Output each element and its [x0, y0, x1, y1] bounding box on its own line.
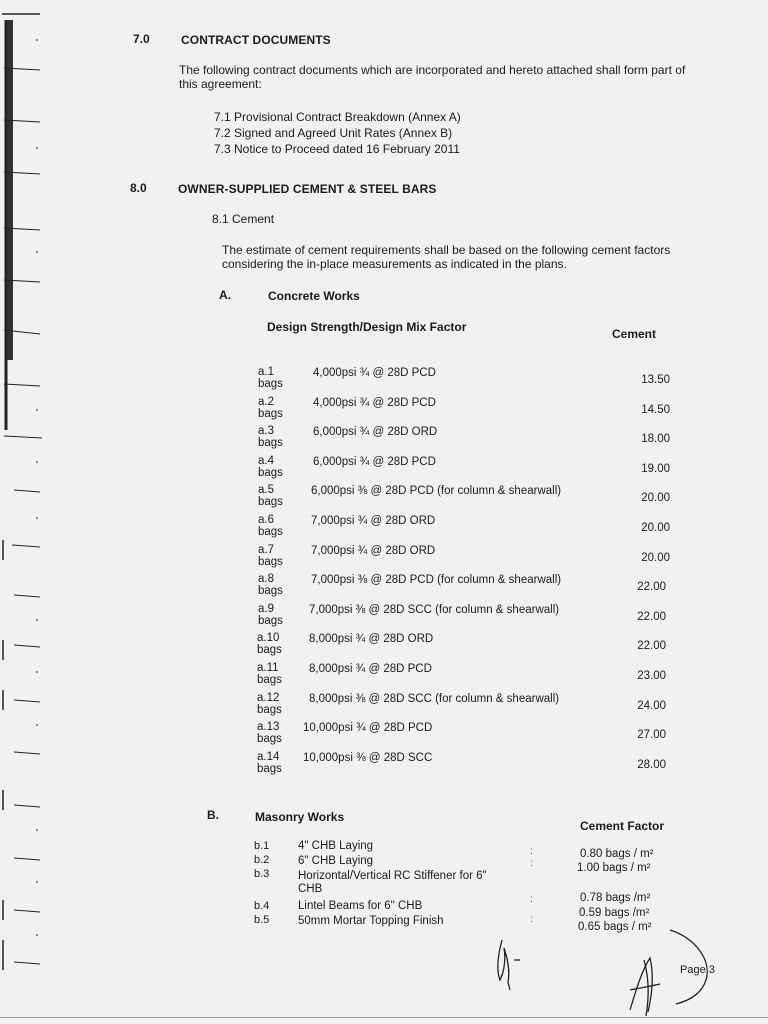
- concrete-row-code: a.10: [257, 632, 280, 645]
- concrete-row-code: a.8: [258, 573, 274, 586]
- masonry-row-code: b.4: [254, 900, 270, 912]
- concrete-row-desc: 4,000psi ¾ @ 28D PCD: [313, 396, 436, 409]
- contract-doc-item-2: 7.2 Signed and Agreed Unit Rates (Annex B): [214, 126, 453, 140]
- section-8-intro: The estimate of cement requirements shall be based on the following cement factors considering the in-place measurements as indicated in the plans.: [222, 243, 671, 271]
- concrete-row-desc: 6,000psi ¾ @ 28D ORD: [313, 426, 438, 439]
- masonry-row-value: 0.80 bags / m²: [580, 848, 654, 860]
- concrete-row-desc: 8,000psi ¾ @ 28D PCD: [309, 663, 432, 675]
- concrete-row-code: a.14: [257, 750, 280, 763]
- concrete-row-code: a.3: [258, 425, 274, 438]
- masonry-row-colon: :: [530, 914, 533, 925]
- masonry-row-desc: 50mm Mortar Topping Finish: [298, 915, 444, 927]
- concrete-row-unit: bags: [258, 585, 283, 598]
- concrete-row-value: 13.50: [641, 374, 670, 386]
- masonry-row-colon: :: [530, 858, 533, 869]
- concrete-row-unit: bags: [257, 733, 282, 746]
- section-8-number: 8.0: [130, 181, 147, 195]
- masonry-row-value: 0.78 bags /m²: [580, 892, 651, 904]
- subsection-8-1-title: 8.1 Cement: [212, 212, 275, 226]
- contract-doc-item-1: 7.1 Provisional Contract Breakdown (Annex A): [214, 110, 461, 124]
- masonry-row-code: b.2: [254, 854, 270, 866]
- section-8-title: OWNER-SUPPLIED CEMENT & STEEL BARS: [178, 182, 437, 196]
- concrete-row-value: 28.00: [637, 758, 666, 771]
- concrete-row-unit: bags: [258, 614, 283, 627]
- concrete-row-desc: 8,000psi ¾ @ 28D ORD: [309, 633, 434, 646]
- masonry-row-desc: Horizontal/Vertical RC Stiffener for 6" CHB: [298, 870, 487, 895]
- concrete-row-value: 19.00: [641, 462, 670, 475]
- concrete-row-value: 14.50: [641, 403, 670, 416]
- concrete-row-code: a.7: [258, 543, 274, 556]
- masonry-row-colon: :: [530, 894, 533, 905]
- masonry-row-desc: 6" CHB Laying: [298, 855, 374, 867]
- concrete-row-value: 20.00: [641, 492, 670, 505]
- concrete-row-unit: bags: [258, 555, 283, 568]
- concrete-row-desc: 4,000psi ¾ @ 28D PCD: [313, 367, 436, 379]
- concrete-row-desc: 10,000psi ¾ @ 28D PCD: [303, 722, 433, 735]
- section-7-title: CONTRACT DOCUMENTS: [181, 33, 331, 47]
- concrete-row-code: a.13: [257, 721, 280, 734]
- masonry-heading: Masonry Works: [255, 810, 345, 824]
- concrete-row-desc: 6,000psi ⅜ @ 28D PCD (for column & shearwall): [311, 485, 562, 498]
- contract-doc-item-3: 7.3 Notice to Proceed dated 16 February 2011: [214, 142, 460, 156]
- scan-margin-marks: [0, 0, 60, 1024]
- concrete-row-value: 22.00: [637, 640, 666, 653]
- concrete-row-desc: 6,000psi ¾ @ 28D PCD: [313, 455, 436, 468]
- concrete-row-desc: 10,000psi ⅜ @ 28D SCC: [303, 751, 433, 764]
- concrete-row-code: a.9: [258, 602, 274, 615]
- masonry-letter: B.: [207, 808, 219, 822]
- concrete-row-unit: bags: [258, 407, 283, 420]
- concrete-row-unit: bags: [258, 466, 283, 479]
- concrete-row-value: 24.00: [637, 699, 666, 712]
- concrete-letter: A.: [219, 288, 231, 302]
- concrete-col-desc-header: Design Strength/Design Mix Factor: [267, 320, 467, 334]
- masonry-row-value: 0.59 bags /m²: [579, 907, 650, 919]
- masonry-col-factor-header: Cement Factor: [580, 819, 665, 833]
- concrete-row-code: a.6: [258, 514, 274, 526]
- concrete-row-code: a.12: [257, 691, 280, 704]
- bottom-edge-line: [0, 1017, 768, 1018]
- concrete-row-desc: 7,000psi ¾ @ 28D ORD: [311, 515, 436, 527]
- concrete-row-code: a.2: [258, 395, 274, 408]
- concrete-row-unit: bags: [257, 703, 282, 716]
- section-7-intro: The following contract documents which are incorporated and hereto attached shall form part of this agreement:: [179, 63, 686, 91]
- masonry-row-value: 1.00 bags / m²: [577, 862, 651, 874]
- masonry-extra-value: 0.65 bags / m²: [578, 921, 652, 933]
- concrete-row-code: a.4: [258, 454, 274, 467]
- masonry-row-desc: 4" CHB Laying: [298, 840, 374, 852]
- concrete-row-value: 27.00: [637, 729, 666, 742]
- concrete-row-value: 23.00: [637, 670, 666, 682]
- masonry-row-colon: :: [530, 846, 533, 857]
- concrete-row-unit: bags: [258, 496, 283, 509]
- concrete-row-desc: 7,000psi ⅜ @ 28D PCD (for column & shearwall): [311, 574, 562, 587]
- concrete-row-unit: bags: [258, 526, 283, 538]
- concrete-row-value: 22.00: [637, 581, 666, 594]
- concrete-row-value: 20.00: [641, 522, 670, 534]
- concrete-row-desc: 7,000psi ⅜ @ 28D SCC (for column & shearwall): [309, 603, 560, 616]
- concrete-row-unit: bags: [258, 378, 283, 390]
- concrete-row-unit: bags: [257, 762, 282, 775]
- concrete-row-code: a.1: [258, 366, 274, 378]
- concrete-row-value: 22.00: [637, 610, 666, 623]
- concrete-col-cement-header: Cement: [612, 327, 657, 341]
- page-number: Page 3: [680, 964, 715, 976]
- concrete-row-unit: bags: [257, 674, 282, 686]
- masonry-row-code: b.1: [254, 840, 270, 852]
- concrete-row-unit: bags: [257, 644, 282, 657]
- section-7-number: 7.0: [133, 32, 150, 46]
- concrete-row-value: 20.00: [641, 551, 670, 564]
- concrete-row-desc: 7,000psi ¾ @ 28D ORD: [311, 544, 436, 557]
- concrete-row-unit: bags: [258, 437, 283, 450]
- masonry-row-code: b.3: [254, 868, 270, 880]
- concrete-heading: Concrete Works: [268, 289, 360, 303]
- concrete-row-desc: 8,000psi ⅜ @ 28D SCC (for column & shearwall): [309, 692, 560, 705]
- masonry-row-code: b.5: [254, 914, 270, 926]
- concrete-row-value: 18.00: [641, 433, 670, 446]
- masonry-row-desc: Lintel Beams for 6" CHB: [298, 900, 423, 912]
- concrete-row-code: a.11: [257, 662, 279, 674]
- concrete-row-code: a.5: [258, 484, 274, 497]
